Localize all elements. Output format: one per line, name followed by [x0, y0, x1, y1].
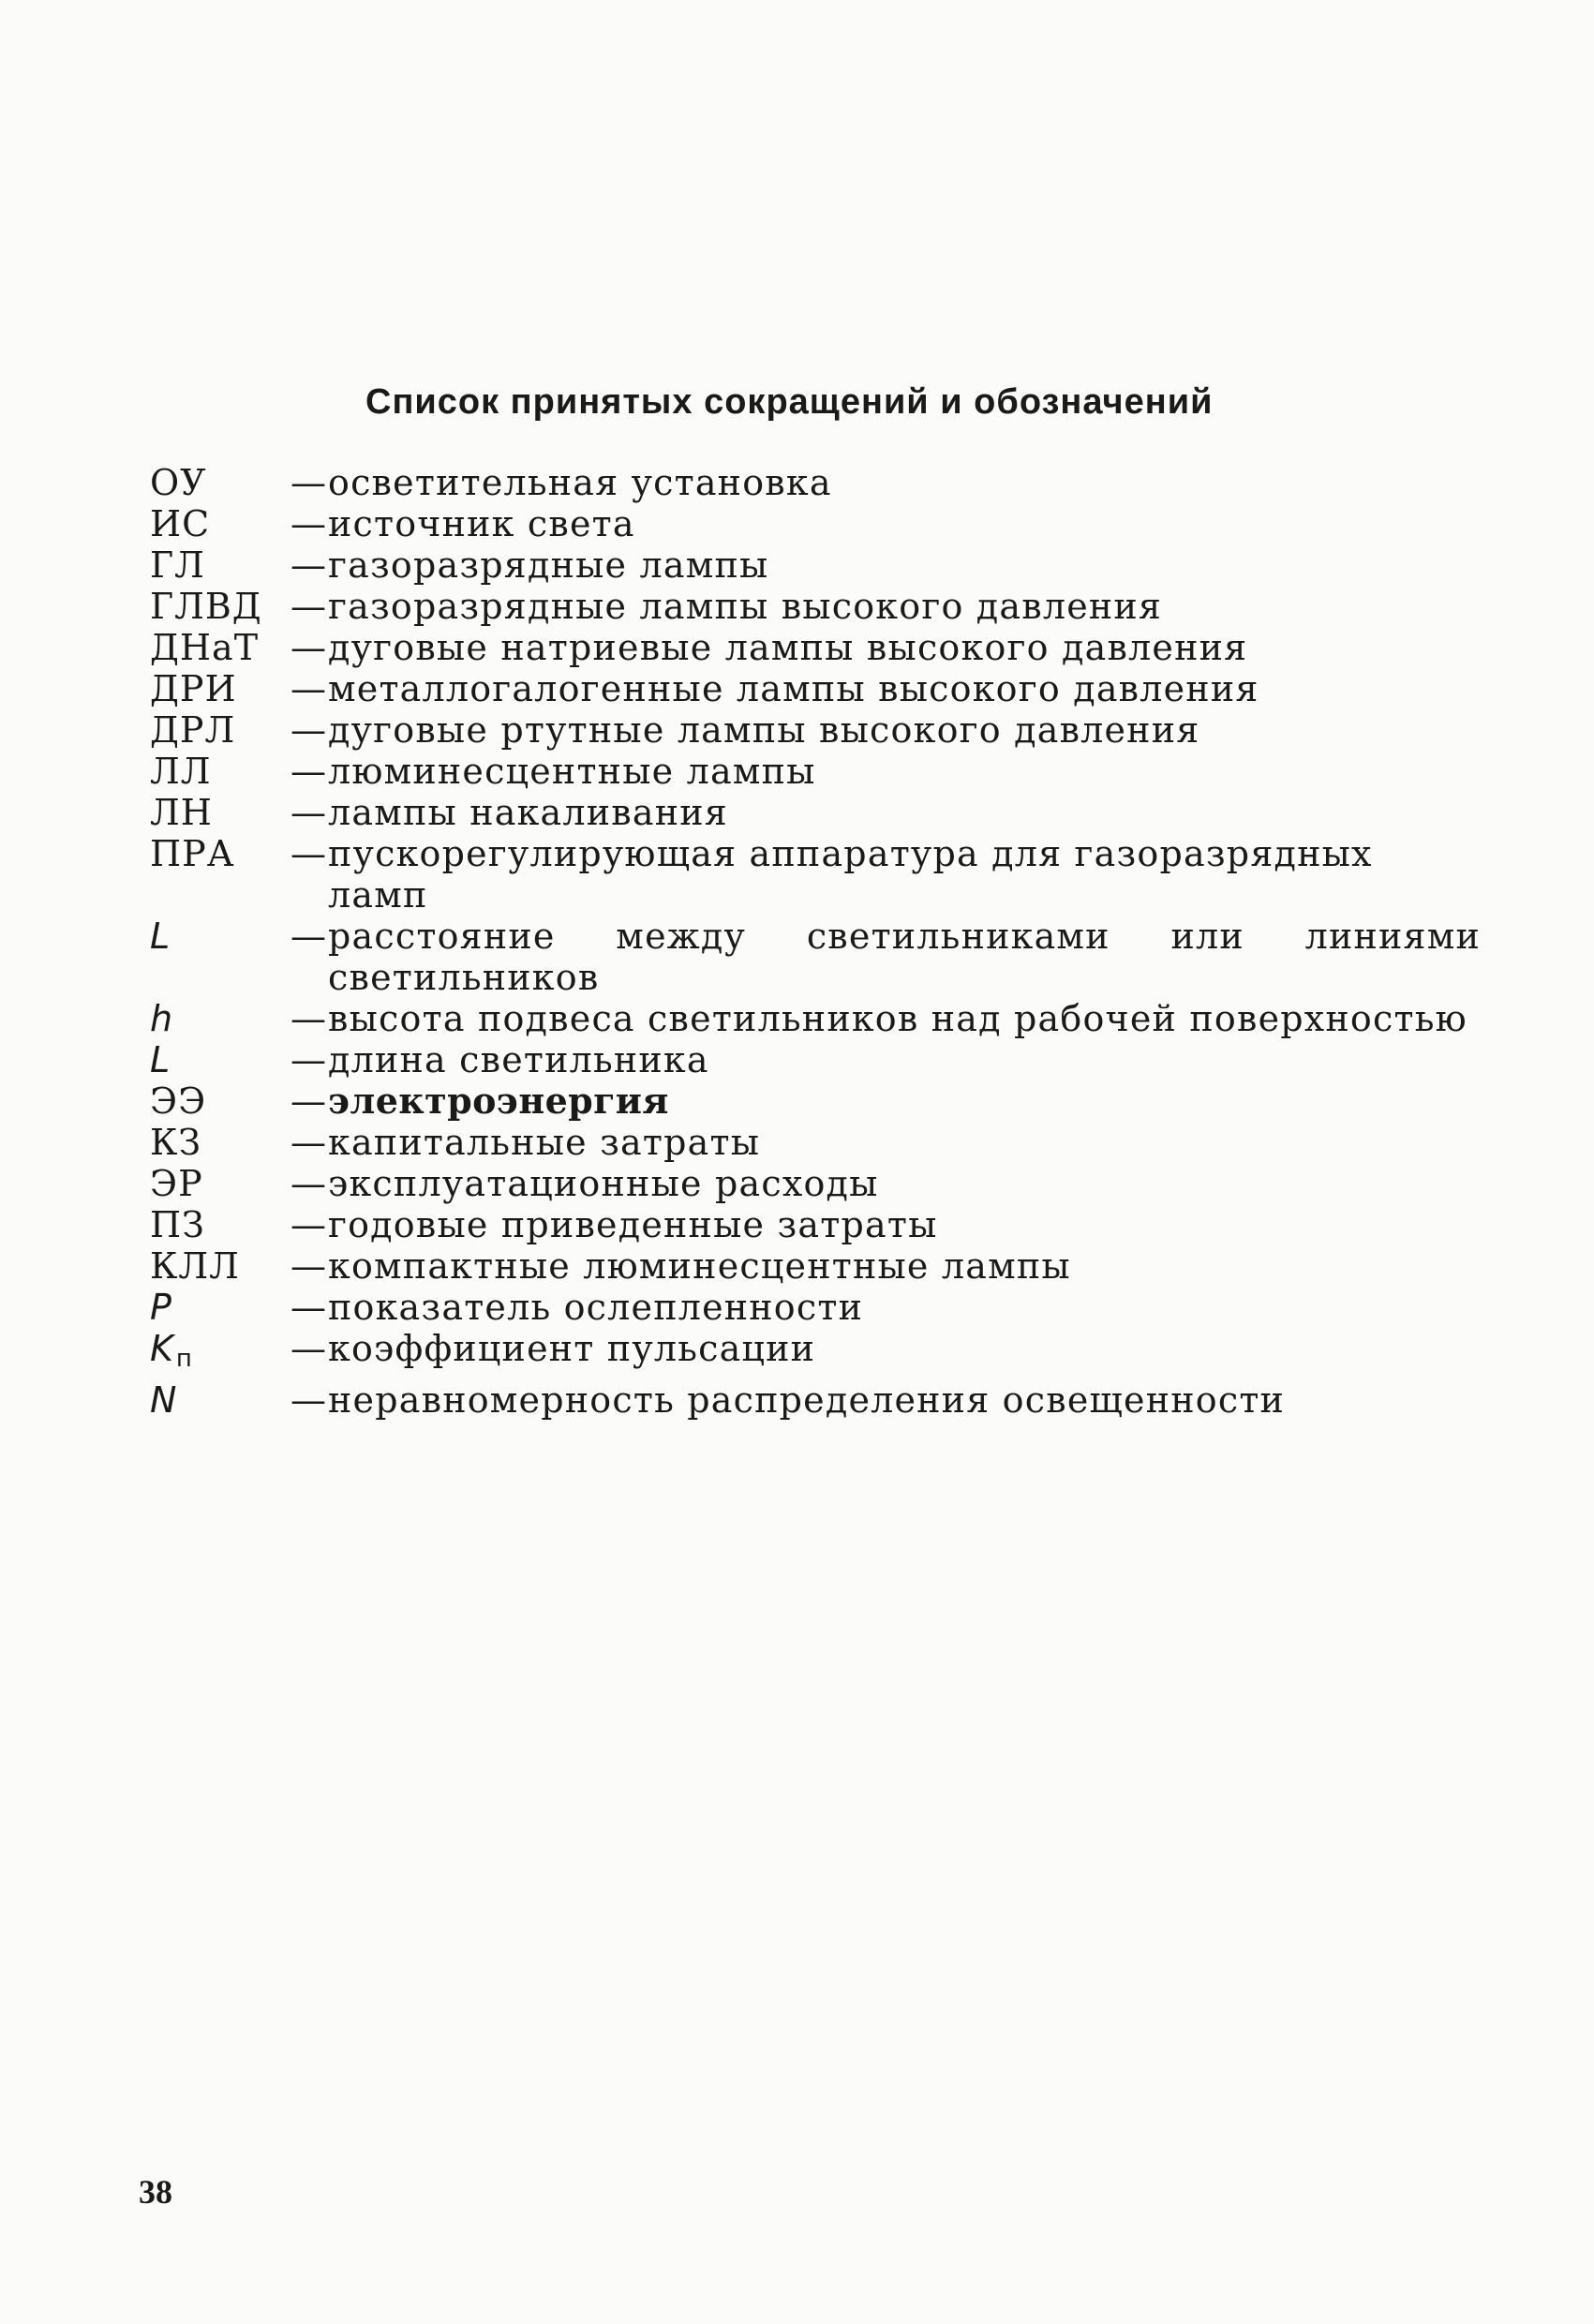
- symbol: h: [150, 998, 174, 1039]
- dash: —: [290, 668, 326, 709]
- dash: —: [290, 1245, 326, 1287]
- abbreviation-list: [150, 462, 1481, 1421]
- list-item: [150, 462, 1481, 503]
- list-item: [150, 544, 1481, 586]
- list-item: [150, 709, 1481, 751]
- dash: —: [290, 833, 326, 874]
- definition: осветительная установка: [328, 462, 832, 503]
- definition: капитальные затраты: [328, 1122, 761, 1163]
- dash: —: [290, 709, 326, 751]
- definition: дуговые ртутные лампы высокого давления: [328, 709, 1200, 751]
- dash: —: [290, 462, 326, 503]
- definition: коэффициент пульсации: [328, 1328, 816, 1369]
- definition: длина светильника: [328, 1039, 709, 1080]
- list-item: [150, 1080, 1481, 1122]
- page-number: 38: [139, 2173, 172, 2211]
- abbreviation: ГЛВД: [150, 586, 262, 627]
- dash: —: [290, 1163, 326, 1204]
- definition: годовые приведенные затраты: [328, 1204, 938, 1245]
- list-item: [150, 1328, 1481, 1379]
- definition: лампы накаливания: [328, 792, 728, 833]
- abbreviation: ЭЭ: [150, 1080, 207, 1122]
- abbreviation: ОУ: [150, 462, 207, 503]
- dash: —: [290, 586, 326, 627]
- abbreviation: КЛЛ: [150, 1245, 240, 1287]
- dash: —: [290, 503, 326, 544]
- definition: люминесцентные лампы: [328, 751, 816, 792]
- definition: газоразрядные лампы высокого давления: [328, 586, 1163, 627]
- definition: источник света: [328, 503, 635, 544]
- dash: —: [290, 792, 326, 833]
- definition: дуговые натриевые лампы высокого давления: [328, 627, 1248, 668]
- definition: электроэнергия: [328, 1080, 669, 1122]
- definition: расстояние между светильниками или линиями светильников: [328, 916, 1481, 998]
- list-item: [150, 1287, 1481, 1328]
- abbreviation: ДРЛ: [150, 709, 236, 751]
- definition: металлогалогенные лампы высокого давления: [328, 668, 1259, 709]
- dash: —: [290, 1122, 326, 1163]
- symbol-base: K: [150, 1328, 174, 1369]
- abbreviation: ИС: [150, 503, 211, 544]
- abbreviation: ПРА: [150, 833, 235, 874]
- definition: эксплуатационные расходы: [328, 1163, 879, 1204]
- list-item: [150, 668, 1481, 709]
- list-item: [150, 1163, 1481, 1204]
- definition: показатель ослепленности: [328, 1287, 864, 1328]
- dash: —: [290, 751, 326, 792]
- symbol-subscript: п: [175, 1345, 193, 1373]
- dash: —: [290, 1204, 326, 1245]
- dash: —: [290, 1080, 326, 1122]
- dash: —: [290, 916, 326, 957]
- dash: —: [290, 1328, 326, 1369]
- symbol: L: [150, 916, 171, 957]
- list-item: [150, 1379, 1481, 1421]
- abbreviation: ПЗ: [150, 1204, 205, 1245]
- definition: пускорегулирующая аппаратура для газоразрядных ламп: [328, 833, 1373, 916]
- list-item: [150, 916, 1481, 998]
- abbreviation: КЗ: [150, 1122, 202, 1163]
- list-item: [150, 1204, 1481, 1245]
- list-item: [150, 833, 1481, 916]
- list-item: [150, 1039, 1481, 1080]
- list-item: [150, 751, 1481, 792]
- symbol: [150, 1328, 279, 1379]
- definition: компактные люминесцентные лампы: [328, 1245, 1071, 1287]
- dash: —: [290, 1039, 326, 1080]
- abbreviation: ДНаТ: [150, 627, 260, 668]
- symbol: N: [150, 1379, 178, 1421]
- abbreviation: ГЛ: [150, 544, 205, 586]
- dash: —: [290, 998, 326, 1039]
- symbol: L: [150, 1039, 171, 1080]
- list-item: [150, 998, 1481, 1039]
- page-title: Список принятых сокращений и обозначений: [365, 382, 1214, 422]
- list-item: [150, 627, 1481, 668]
- definition: неравномерность распределения освещенности: [328, 1379, 1286, 1421]
- abbreviation: ЭР: [150, 1163, 203, 1204]
- definition: газоразрядные лампы: [328, 544, 769, 586]
- dash: —: [290, 544, 326, 586]
- definition: высота подвеса светильников над рабочей поверхностью: [328, 998, 1467, 1039]
- list-item: [150, 1122, 1481, 1163]
- dash: —: [290, 627, 326, 668]
- list-item: [150, 503, 1481, 544]
- abbreviation: ЛН: [150, 792, 213, 833]
- dash: —: [290, 1287, 326, 1328]
- abbreviation: ЛЛ: [150, 751, 212, 792]
- list-item: [150, 1245, 1481, 1287]
- list-item: [150, 792, 1481, 833]
- abbreviation: ДРИ: [150, 668, 237, 709]
- list-item: [150, 586, 1481, 627]
- dash: —: [290, 1379, 326, 1421]
- symbol: P: [150, 1287, 172, 1328]
